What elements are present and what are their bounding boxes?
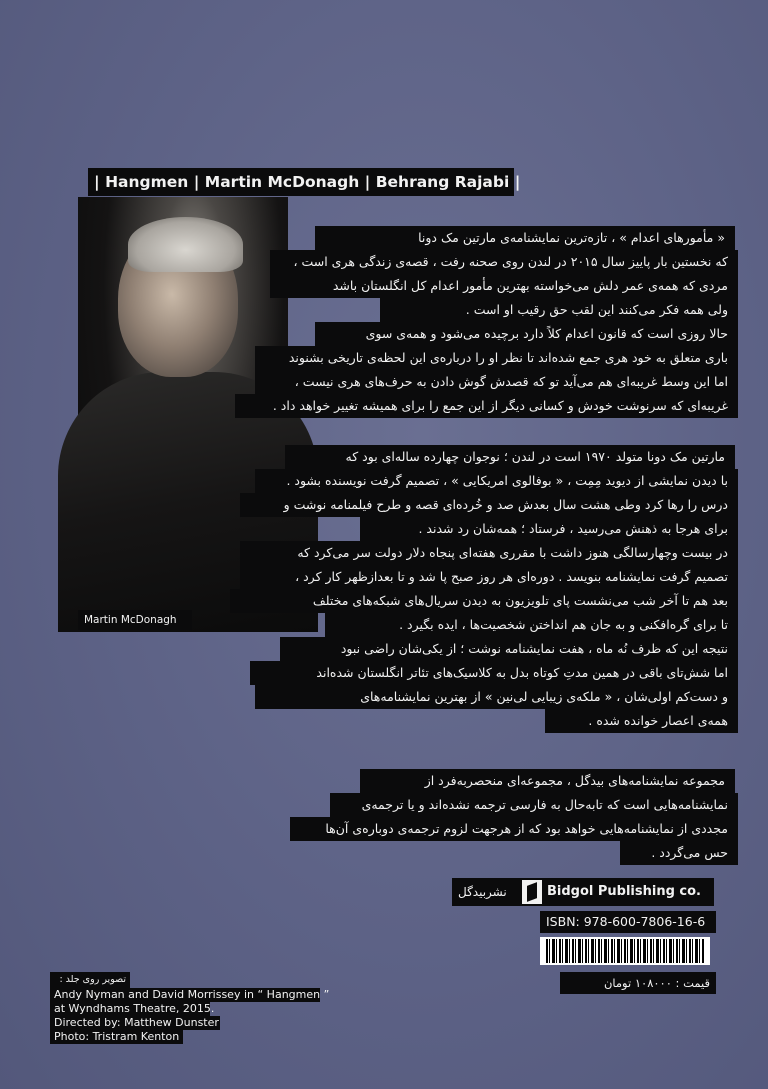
- p2-line-4: برای هرجا به ذهنش می‌رسید ، فرستاد ؛ همه‌شان رد شدند .: [360, 517, 738, 541]
- cover-credits-line-3: Directed by: Matthew Dunster: [50, 1016, 220, 1030]
- barcode-bars: [546, 939, 704, 963]
- p2-line-11: و دست‌کم اولی‌شان ، « ملکه‌ی زیبایی لی‌نین » از بهترین نمایشنامه‌های: [255, 685, 738, 709]
- p3-line-4: حس می‌گردد .: [620, 841, 738, 865]
- p3-line-1: مجموعه نمایشنامه‌های بیدگل ، مجموعه‌ای منحصربه‌فرد از: [360, 769, 735, 793]
- p2-line-7: بعد هم تا آخر شب می‌نشست پای تلویزیون به دیدن سریال‌های شبکه‌های مختلف: [230, 589, 738, 613]
- p1-line-8: غریبه‌ای که سرنوشت خودش و کسانی دیگر از این جمع را برای همیشه تغییر خواهد داد .: [235, 394, 738, 418]
- p2-line-8: تا برای گره‌افکنی و به جان هم انداختن شخصیت‌ها ، ایده بگیرد .: [325, 613, 738, 637]
- cover-credits-line-1: Andy Nyman and David Morrissey in “ Hangmen ”: [50, 988, 320, 1002]
- p1-line-6: باری متعلق به خود هری جمع شده‌اند تا نظر او را درباره‌ی این لحظه‌ی تاریخی بشنوند: [255, 346, 738, 370]
- p2-line-1: مارتین مک دونا متولد ۱۹۷۰ است در لندن ؛ نوجوان چهارده ساله‌ای بود که: [285, 445, 735, 469]
- isbn-label: ISBN: 978-600-7806-16-6: [540, 911, 716, 933]
- p1-line-3: مردی که همه‌ی عمر دلش می‌خواسته بهترین مأمور اعدام کل انگلستان باشد: [270, 274, 738, 298]
- p1-line-4: ولی همه فکر می‌کنند این لقب حق رقیب او است .: [380, 298, 738, 322]
- p2-line-3: درس را رها کرد وطی هشت سال بعدش صد و خُرده‌ای قصه و طرح فیلمنامه نوشت و: [240, 493, 738, 517]
- p2-line-9: نتیجه این که ظرف نُه ماه ، هفت نمایشنامه نوشت ؛ از یکی‌شان راضی نبود: [280, 637, 738, 661]
- price-label: قیمت : ۱۰۸۰۰۰ تومان: [560, 972, 716, 994]
- p3-line-3: مجددی از نمایشنامه‌هایی خواهد بود که از هرجهت لزوم ترجمه‌ی دوباره‌ی آن‌ها: [290, 817, 738, 841]
- p2-line-10: اما شش‌تای باقی در همین مدتِ کوتاه بدل به کلاسیک‌های تئاتر انگلستان شده‌اند: [250, 661, 738, 685]
- p1-line-5: حالا روزی است که قانون اعدام کلاً دارد برچیده می‌شود و همه‌ی سوی: [315, 322, 738, 346]
- publisher-bar: [452, 878, 714, 906]
- p3-line-2: نمایشنامه‌هایی است که تابه‌حال به فارسی ترجمه نشده‌اند و یا ترجمه‌ی: [330, 793, 738, 817]
- photo-hair: [128, 217, 243, 272]
- p1-line-7: اما این وسط غریبه‌ای هم می‌آید تو که قصدش گوش دادن به حرف‌های هری نیست ،: [255, 370, 738, 394]
- title-author: Martin McDonagh: [204, 173, 360, 191]
- bidgol-logo-icon: [522, 880, 542, 904]
- barcode: [540, 937, 710, 965]
- p2-line-5: در بیست وچهارسالگی هنوز داشت با مقرری هفته‌ای پنجاه دلار دولت سر می‌کرد که: [240, 541, 738, 565]
- p1-line-1: « مأمورهای اعدام » ، تازه‌ترین نمایشنامه‌ی مارتین مک دونا: [315, 226, 735, 250]
- p2-line-12: همه‌ی اعصار خوانده شده .: [545, 709, 738, 733]
- cover-credits-line-2: at Wyndhams Theatre, 2015.: [50, 1002, 210, 1016]
- cover-credits-line-4: Photo: Tristram Kenton: [50, 1030, 183, 1044]
- p1-line-2: که نخستین بار پاییز سال ۲۰۱۵ در لندن روی صحنه رفت ، قصه‌ی زندگی هری است ،: [270, 250, 738, 274]
- cover-credits-label: تصویر روی جلد :: [50, 972, 130, 988]
- publisher-name-en: Bidgol Publishing co.: [547, 884, 702, 899]
- p2-line-2: با دیدن نمایشی از دیوید مِمِت ، « بوفالوی امریکایی » ، تصمیم گرفت نویسنده بشود .: [255, 469, 738, 493]
- title-play: Hangmen: [105, 173, 189, 191]
- publisher-name-fa: نشربیدگل: [458, 885, 507, 899]
- title-translator: Behrang Rajabi: [375, 173, 510, 191]
- photo-caption: Martin McDonagh: [78, 610, 192, 630]
- p2-line-6: تصمیم گرفت نمایشنامه بنویسد . دوره‌ای هر روز صبح پا شد و تا بعدازظهر کار کرد ،: [240, 565, 738, 589]
- title-bar: | Hangmen | Martin McDonagh | Behrang Rajabi |: [88, 168, 514, 196]
